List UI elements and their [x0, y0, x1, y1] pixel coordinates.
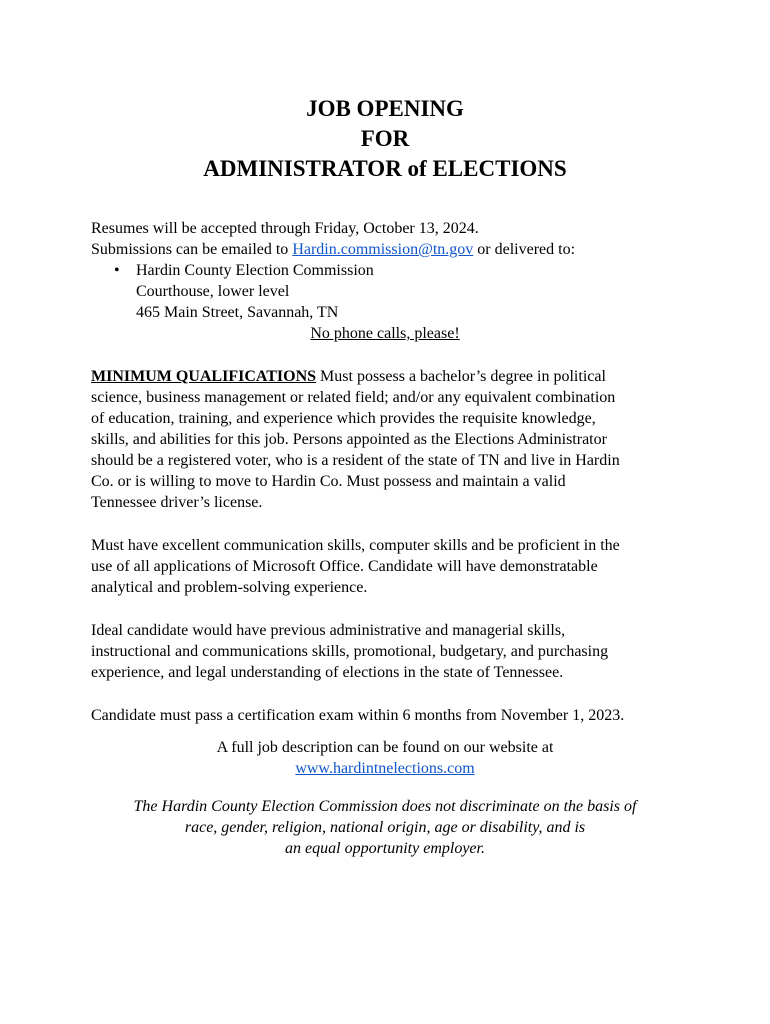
title-line-2: FOR	[360, 126, 410, 151]
skills-line: use of all applications of Microsoft Office. Candidate will have demonstratable	[91, 558, 598, 575]
bullet-icon: •	[114, 262, 120, 279]
website-section	[91, 737, 691, 779]
qualifications-heading: MINIMUM QUALIFICATIONS	[91, 368, 317, 385]
address-line-2: Courthouse, lower level	[136, 283, 290, 300]
deadline-text: Resumes will be accepted through Friday, October 13, 2024.	[91, 220, 479, 237]
job-title	[0, 94, 770, 184]
disclaimer-section	[91, 796, 691, 859]
qualifications-line: of education, training, and experience which provides the requisite knowledge,	[91, 410, 596, 427]
address-line-3: 465 Main Street, Savannah, TN	[136, 304, 339, 321]
disclaimer-line-1: The Hardin County Election Commission does not discriminate on the basis of	[133, 798, 637, 815]
website-link[interactable]: www.hardintnelections.com	[295, 760, 475, 777]
disclaimer-line-3: an equal opportunity employer.	[285, 840, 485, 857]
qualifications-line: science, business management or related field; and/or any equivalent combination	[91, 389, 616, 406]
submission-suffix: or delivered to:	[473, 241, 576, 258]
qualifications-section	[91, 366, 691, 513]
qualifications-line: should be a registered voter, who is a resident of the state of TN and live in Hardin	[91, 452, 620, 469]
skills-line: analytical and problem-solving experience.	[91, 579, 368, 596]
qualifications-line: skills, and abilities for this job. Persons appointed as the Elections Administrator	[91, 431, 607, 448]
qualifications-line: Co. or is willing to move to Hardin Co. Must possess and maintain a valid	[91, 473, 566, 490]
title-line-3: ADMINISTRATOR of ELECTIONS	[203, 156, 567, 181]
address-line-1: Hardin County Election Commission	[136, 262, 374, 279]
document-body	[91, 218, 691, 859]
delivery-address	[114, 260, 691, 323]
submission-text	[91, 239, 691, 260]
ideal-candidate-section	[91, 620, 691, 683]
email-link[interactable]: Hardin.commission@tn.gov	[292, 241, 474, 258]
skills-line: Must have excellent communication skills, computer skills and be proficient in the	[91, 537, 620, 554]
title-line-1: JOB OPENING	[306, 96, 464, 121]
qualifications-line-1: MINIMUM QUALIFICATIONS Must possess a bachelor’s degree in political	[91, 368, 606, 385]
skills-section	[91, 535, 691, 598]
ideal-line: instructional and communications skills, promotional, budgetary, and purchasing	[91, 643, 609, 660]
website-text: A full job description can be found on our website at	[216, 739, 554, 756]
certification-text: Candidate must pass a certification exam within 6 months from November 1, 2023.	[91, 707, 625, 724]
ideal-line: experience, and legal understanding of elections in the state of Tennessee.	[91, 664, 564, 681]
submission-prefix: Submissions can be emailed to	[91, 241, 293, 258]
no-calls-notice: No phone calls, please!	[310, 325, 460, 342]
qualifications-line: Tennessee driver’s license.	[91, 494, 263, 511]
disclaimer-line-2: race, gender, religion, national origin, age or disability, and is	[184, 819, 586, 836]
ideal-line: Ideal candidate would have previous administrative and managerial skills,	[91, 622, 566, 639]
website-line	[91, 758, 679, 779]
